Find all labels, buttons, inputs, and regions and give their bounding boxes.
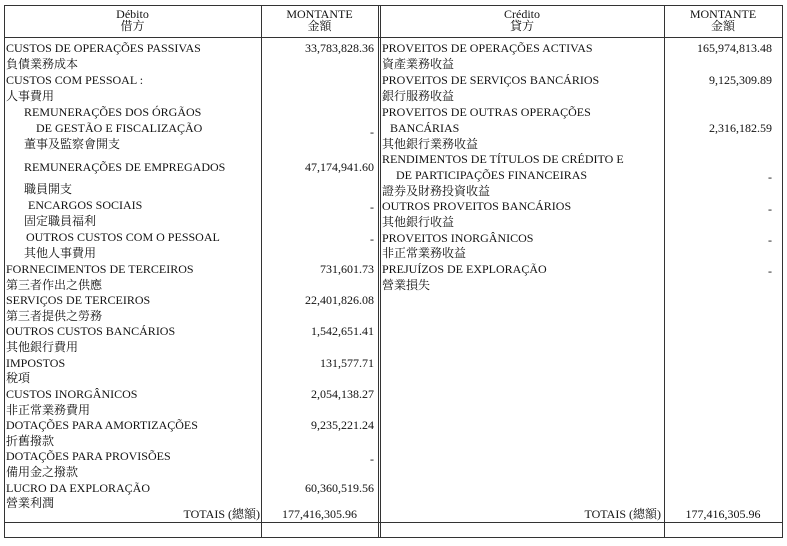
credit-amount-header-pt: MONTANTE xyxy=(689,7,757,21)
credit-row: 其他銀行業務收益 xyxy=(382,137,479,151)
debit-amount: - xyxy=(370,125,374,139)
debit-header-zh: 借方 xyxy=(120,19,145,33)
debit-row: 營業利潤 xyxy=(6,496,55,510)
debit-amount: 2,054,138.27 xyxy=(311,387,374,401)
debit-amount: 60,360,519.56 xyxy=(305,481,374,495)
debit-totals-label: TOTAIS (總額) xyxy=(183,507,260,521)
debit-row: 負債業務成本 xyxy=(6,57,79,71)
debit-amount: 47,174,941.60 xyxy=(305,160,374,174)
debit-row: 折舊撥款 xyxy=(6,434,55,448)
debit-row: CUSTOS INORGÂNICOS xyxy=(6,387,138,401)
debit-row: ENCARGOS SOCIAIS xyxy=(28,198,143,212)
debit-amount: 131,577.71 xyxy=(320,356,374,370)
credit-row: PROVEITOS DE OUTRAS OPERAÇÕES xyxy=(382,105,591,119)
debit-amount: - xyxy=(370,452,374,466)
debit-amount: 9,235,221.24 xyxy=(311,418,374,432)
debit-row: CUSTOS COM PESSOAL : xyxy=(6,73,144,87)
debit-row: DE GESTÃO E FISCALIZAÇÃO xyxy=(36,121,203,135)
credit-amount: 165,974,813.48 xyxy=(697,41,772,55)
credit-row: PROVEITOS DE OPERAÇÕES ACTIVAS xyxy=(382,41,593,55)
debit-amount: 33,783,828.36 xyxy=(305,41,374,55)
debit-row: 第三者提供之勞務 xyxy=(6,309,103,323)
debit-header-pt: Débito xyxy=(116,7,149,21)
debit-amount: - xyxy=(370,232,374,246)
credit-header-pt: Crédito xyxy=(504,7,540,21)
debit-row: SERVIÇOS DE TERCEIROS xyxy=(6,293,151,307)
debit-row: 其他人事費用 xyxy=(24,246,97,260)
debit-row: 第三者作出之供應 xyxy=(6,278,103,292)
credit-amount: 9,125,309.89 xyxy=(709,73,772,87)
debit-row: 備用金之撥款 xyxy=(6,465,79,479)
center-divider xyxy=(378,5,379,538)
header-divider xyxy=(4,37,783,38)
debit-row: LUCRO DA EXPLORAÇÃO xyxy=(6,481,151,495)
center-divider-double xyxy=(380,5,381,538)
debit-row: 稅項 xyxy=(6,371,31,385)
credit-row: 非正常業務收益 xyxy=(382,246,467,260)
debit-amount: 731,601.73 xyxy=(320,262,374,276)
table-left-border xyxy=(4,5,5,538)
debit-row: OUTROS CUSTOS COM O PESSOAL xyxy=(26,230,220,244)
credit-row: PROVEITOS DE SERVIÇOS BANCÁRIOS xyxy=(382,73,600,87)
debit-amount-header-pt: MONTANTE xyxy=(286,7,353,21)
credit-amount: - xyxy=(768,233,772,247)
credit-amount: - xyxy=(768,170,772,184)
table-top-border xyxy=(4,5,783,6)
credit-row: PROVEITOS INORGÂNICOS xyxy=(382,231,534,245)
debit-row: CUSTOS DE OPERAÇÕES PASSIVAS xyxy=(6,41,201,55)
debit-row: 董事及監察會開支 xyxy=(24,137,121,151)
debit-row: DOTAÇÕES PARA AMORTIZAÇÕES xyxy=(6,418,198,432)
debit-amount: 1,542,651.41 xyxy=(311,324,374,338)
debit-row: 職員開支 xyxy=(24,182,73,196)
debit-amount: - xyxy=(370,200,374,214)
debit-amount-header-zh: 金額 xyxy=(307,19,332,33)
credit-totals-value: 177,416,305.96 xyxy=(685,507,761,521)
debit-row: 其他銀行費用 xyxy=(6,340,79,354)
debit-header xyxy=(4,8,261,32)
table-right-border xyxy=(782,5,783,538)
debit-row: REMUNERAÇÕES DE EMPREGADOS xyxy=(24,160,226,174)
credit-amount-divider xyxy=(664,5,665,538)
credit-row: OUTROS PROVEITOS BANCÁRIOS xyxy=(382,199,572,213)
credit-row: DE PARTICIPAÇÕES FINANCEIRAS xyxy=(396,168,588,182)
credit-row: 銀行服務收益 xyxy=(382,89,455,103)
credit-amount-header-zh: 金額 xyxy=(710,19,735,33)
debit-row: REMUNERAÇÕES DOS ÓRGÃOS xyxy=(24,105,202,119)
credit-header-zh: 貸方 xyxy=(509,19,534,33)
credit-row: 證券及財務投資收益 xyxy=(382,184,491,198)
credit-totals-label: TOTAIS (總額) xyxy=(584,507,661,521)
debit-totals-value: 177,416,305.96 xyxy=(282,507,357,521)
credit-row: RENDIMENTOS DE TÍTULOS DE CRÉDITO E xyxy=(382,152,624,166)
debit-row: 固定職員福利 xyxy=(24,214,97,228)
credit-amount: - xyxy=(768,264,772,278)
credit-amount-header xyxy=(664,8,782,32)
debit-row: 人事費用 xyxy=(6,89,55,103)
debit-row: 非正常業務費用 xyxy=(6,403,91,417)
credit-header xyxy=(380,8,664,32)
credit-amount: - xyxy=(768,202,772,216)
debit-row: OUTROS CUSTOS BANCÁRIOS xyxy=(6,324,176,338)
debit-amount-header xyxy=(261,8,378,32)
balance-sheet-table xyxy=(4,5,783,538)
debit-row: IMPOSTOS xyxy=(6,356,66,370)
debit-row: DOTAÇÕES PARA PROVISÕES xyxy=(6,449,171,463)
credit-row: BANCÁRIAS xyxy=(390,121,460,135)
credit-row: 營業損失 xyxy=(382,278,431,292)
credit-row: 資產業務收益 xyxy=(382,57,455,71)
credit-amount: 2,316,182.59 xyxy=(709,121,772,135)
totals-divider xyxy=(4,522,783,523)
table-bottom-border xyxy=(4,537,783,538)
credit-row: PREJUÍZOS DE EXPLORAÇÃO xyxy=(382,262,547,276)
debit-row: FORNECIMENTOS DE TERCEIROS xyxy=(6,262,194,276)
credit-row: 其他銀行收益 xyxy=(382,215,455,229)
debit-amount: 22,401,826.08 xyxy=(305,293,374,307)
